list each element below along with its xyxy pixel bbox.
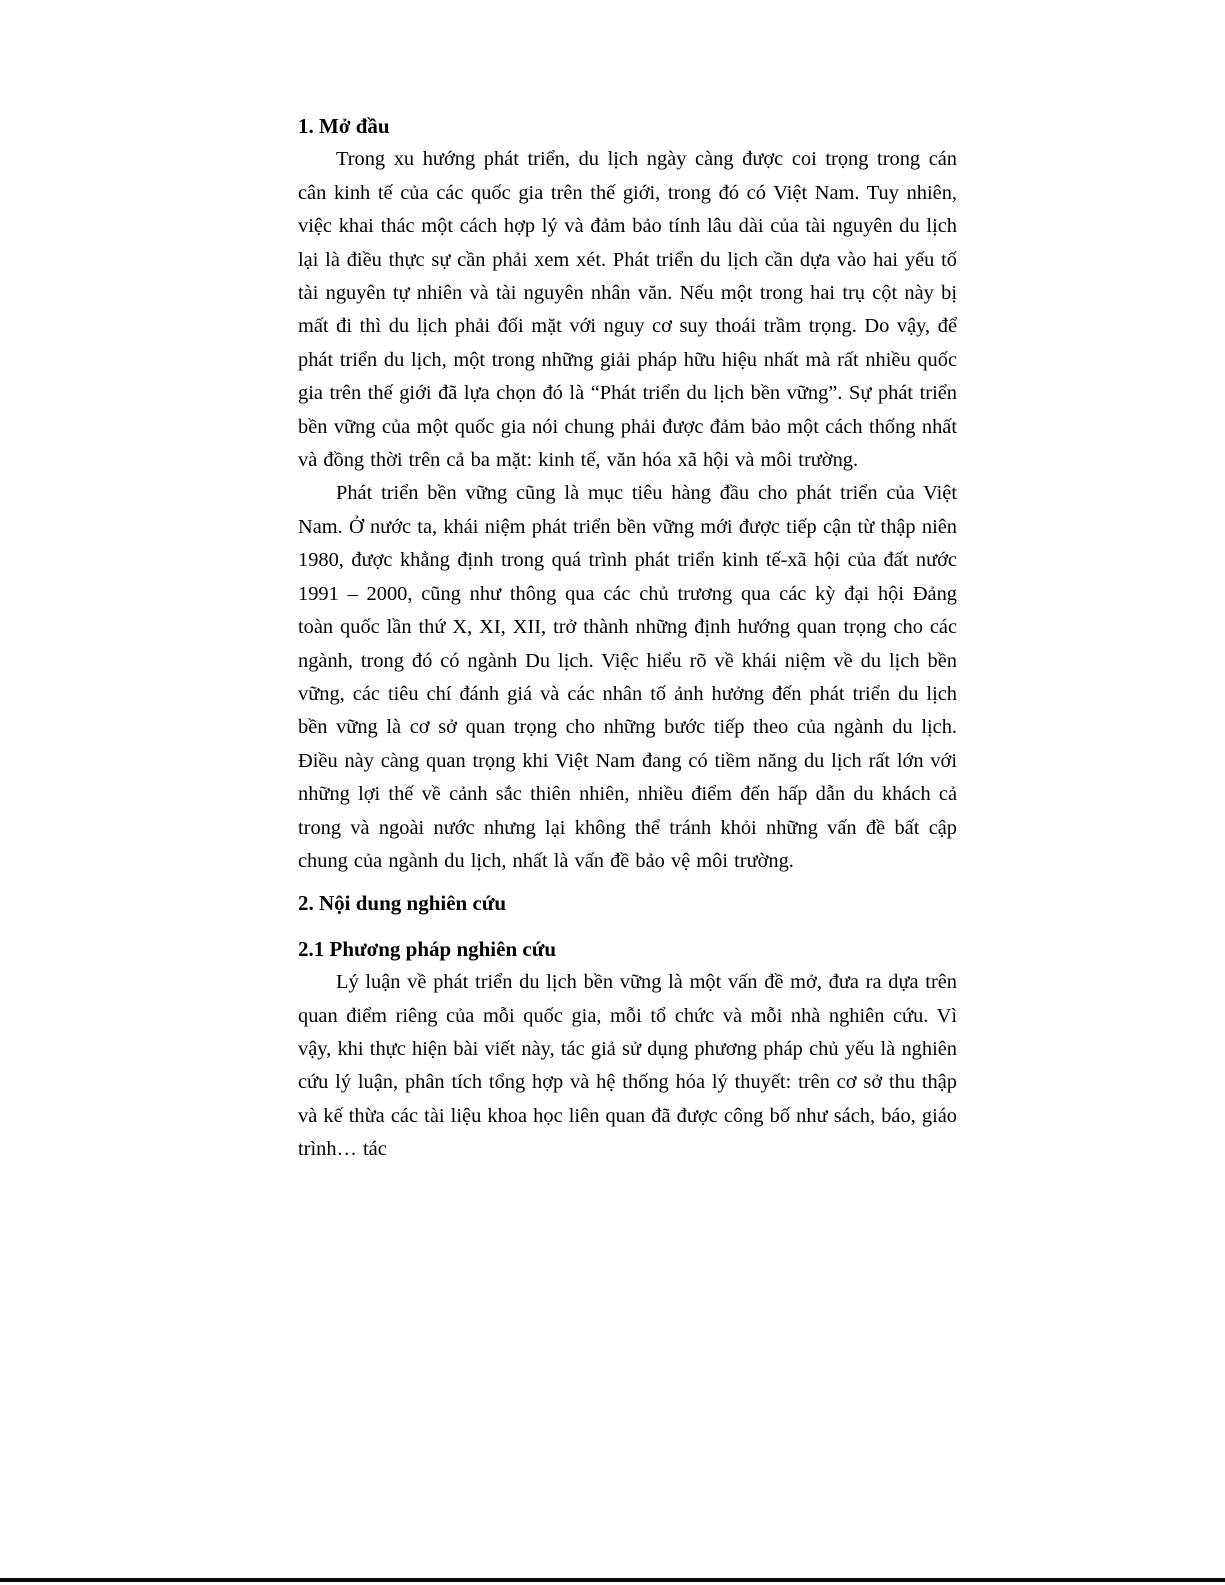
paragraph-intro-1: Trong xu hướng phát triển, du lịch ngày càng được coi trọng trong cán cân kinh tế của các quốc gia trên thế giới, trong đó có Việt Nam. Tuy nhiên, việc khai thác một cách hợp lý và đảm bảo tính lâu dài của tài nguyên du lịch lại là điều thực sự cần phải xem xét. Phát triển du lịch cần dựa vào hai yếu tố tài nguyên tự nhiên và tài nguyên nhân văn. Nếu một trong hai trụ cột này bị mất đi thì du lịch phải đối mặt với nguy cơ suy thoái trầm trọng. Do vậy, để phát triển du lịch, một trong những giải pháp hữu hiệu nhất mà rất nhiều quốc gia trên thế giới đã lựa chọn đó là “Phát triển du lịch bền vững”. Sự phát triển bền vững của một quốc gia nói chung phải được đảm bảo một cách thống nhất và đồng thời trên cả ba mặt: kinh tế, văn hóa xã hội và môi trường.	[298, 148, 957, 472]
paragraph-intro-2: Phát triển bền vững cũng là mục tiêu hàng đầu cho phát triển của Việt Nam. Ở nước ta, khái niệm phát triển bền vững mới được tiếp cận từ thập niên 1980, được khẳng định trong quá trình phát triển kinh tế-xã hội của đất nước 1991 – 2000, cũng như thông qua các chủ trương qua các kỳ đại hội Đảng toàn quốc lần thứ X, XI, XII, trở thành những định hướng quan trọng cho các ngành, trong đó có ngành Du lịch. Việc hiểu rõ về khái niệm về du lịch bền vững, các tiêu chí đánh giá và các nhân tố ảnh hưởng đến phát triển du lịch bền vững là cơ sở quan trọng cho những bước tiếp theo của ngành du lịch. Điều này càng quan trọng khi Việt Nam đang có tiềm năng du lịch rất lớn với những lợi thế về cảnh sắc thiên nhiên, nhiều điểm đến hấp dẫn du khách cả trong và ngoài nước nhưng lại không thể tránh khỏi những vấn đề bất cập chung của ngành du lịch, nhất là vấn đề bảo vệ môi trường.	[298, 482, 957, 872]
subsection-heading-phuong-phap: 2.1 Phương pháp nghiên cứu	[298, 936, 556, 961]
section-heading-noi-dung: 2. Nội dung nghiên cứu	[298, 891, 507, 916]
paragraph-method: Lý luận về phát triển du lịch bền vững là một vấn đề mở, đưa ra dựa trên quan điểm riêng của mỗi quốc gia, mỗi tổ chức và mỗi nhà nghiên cứu. Vì vậy, khi thực hiện bài viết này, tác giả sử dụng phương pháp chủ yếu là nghiên cứu lý luận, phân tích tổng hợp và hệ thống hóa lý thuyết: trên cơ sở thu thập và kế thừa các tài liệu khoa học liên quan đã được công bố như sách, báo, giáo trình… tác	[298, 971, 957, 1161]
section-heading-mo-dau: 1. Mở đầu	[298, 114, 390, 138]
page-content	[298, 110, 957, 1167]
page-bottom-rule	[0, 1578, 1225, 1582]
